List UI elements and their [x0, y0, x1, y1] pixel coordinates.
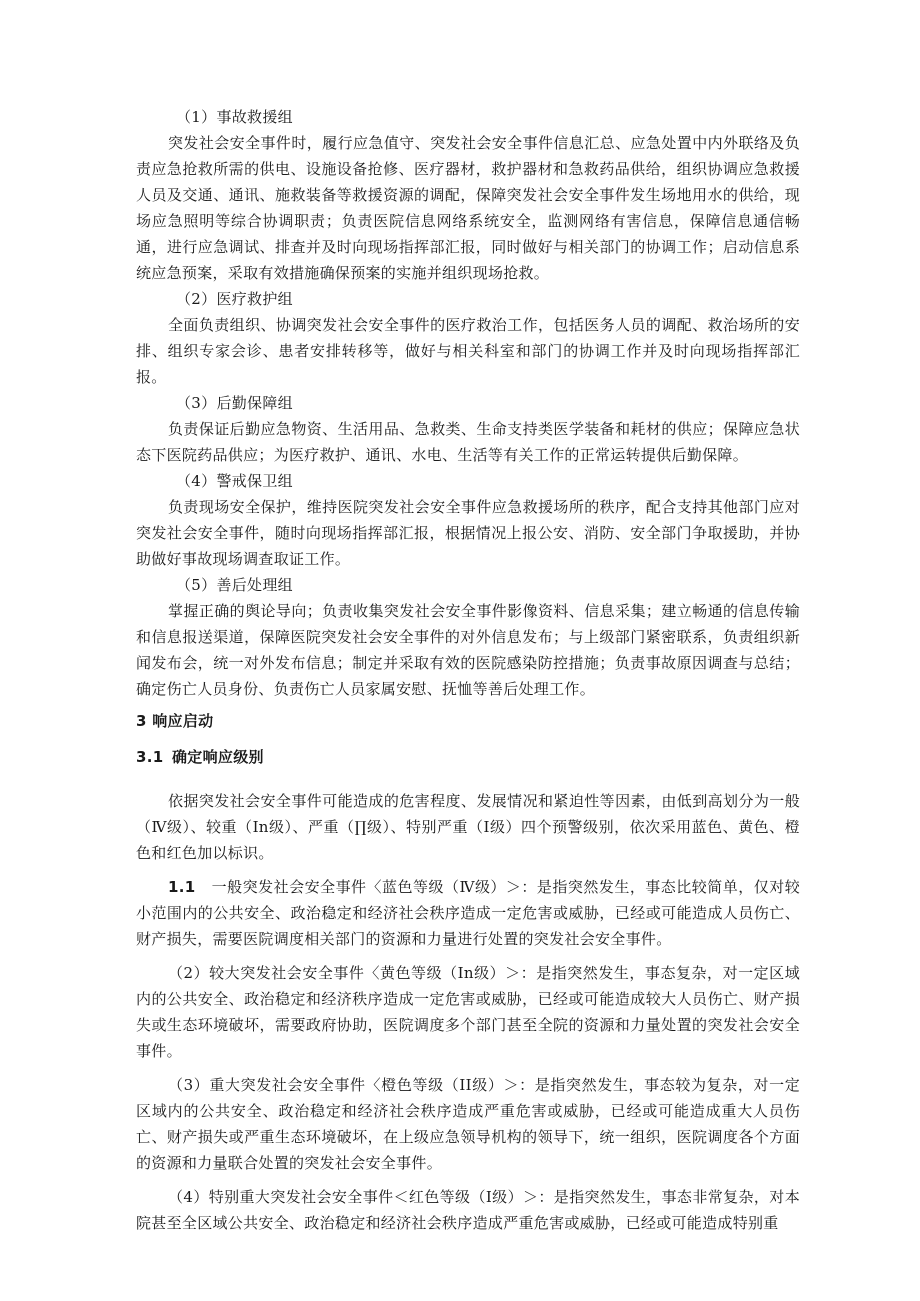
group-text: 负责保证后勤应急物资、生活用品、急救类、生命支持类医学装备和耗材的供应；保障应急状态下医院药品供应；为医疗救护、通讯、水电、生活等有关工作的正常运转提供后勤保障。 — [136, 420, 800, 464]
level-text: 一般突发社会安全事件〈蓝色等级（Ⅳ级）＞：是指突然发生，事态比较简单，仅对较小范围内的公共安全、政治稳定和经济社会秩序造成一定危害或威胁，已经或可能造成人员伤亡、财产损失，需要医院调度相关部门的资源和力量进行处置的突发社会安全事件。 — [136, 878, 800, 948]
subsection-title: 确定响应级别 — [172, 748, 264, 766]
level-paragraph-4: （4）特别重大突发社会安全事件＜红色等级（Ⅰ级）＞：是指突然发生，事态非常复杂，对本院甚至全区域公共安全、政治稳定和经济社会秩序造成严重危害或威胁，已经或可能造成特别重 — [136, 1188, 800, 1232]
group-heading: （3）后勤保障组 — [176, 394, 293, 412]
document-page — [136, 104, 800, 1236]
group-text: 全面负责组织、协调突发社会安全事件的医疗救治工作，包括医务人员的调配、救治场所的安排、组织专家会诊、患者安排转移等，做好与相关科室和部门的协调工作并及时向现场指挥部汇报。 — [136, 316, 800, 386]
group-text: 突发社会安全事件时，履行应急值守、突发社会安全事件信息汇总、应急处置中内外联络及负责应急抢救所需的供电、设施设备抢修、医疗器材，救护器材和急救药品供给，组织协调应急救援人员及交通、通讯、施救装备等救援资源的调配，保障突发社会安全事件发生场地用水的供给，现场应急照明等综合协调职责；负责医院信息网络系统安全，监测网络有害信息，保障信息通信畅通，进行应急调试、排查并及时向现场指挥部汇报，同时做好与相关部门的协调工作；启动信息系统应急预案，采取有效措施确保预案的实施并组织现场抢救。 — [136, 134, 800, 282]
level-paragraph-1 — [136, 874, 800, 952]
group-heading: （5）善后处理组 — [176, 576, 293, 594]
level-paragraph-3: （3）重大突发社会安全事件〈橙色等级（II级）＞：是指突然发生，事态较为复杂，对一定区域内的公共安全、政治稳定和经济社会秩序造成严重危害或威胁，已经或可能造成重大人员伤亡、财产损失或严重生态环境破坏，在上级应急领导机构的领导下，统一组织，医院调度各个方面的资源和力量联合处置的突发社会安全事件。 — [136, 1076, 800, 1172]
group-heading: （1）事故救援组 — [176, 108, 293, 126]
subsection-number: 3.1 — [136, 748, 164, 766]
group-heading: （4）警戒保卫组 — [176, 472, 293, 490]
level-number: 1.1 — [168, 878, 196, 896]
level-paragraph-2: （2）较大突发社会安全事件〈黄色等级（In级）＞：是指突然发生，事态复杂，对一定区域内的公共安全、政治稳定和经济秩序造成一定危害或威胁，已经或可能造成较大人员伤亡、财产损失或生态环境破坏，需要政府协助，医院调度多个部门甚至全院的资源和力量处置的突发社会安全事件。 — [136, 964, 800, 1060]
group-heading: （2）医疗救护组 — [176, 290, 293, 308]
subsection-heading — [136, 744, 800, 770]
group-text: 负责现场安全保护，维持医院突发社会安全事件应急救援场所的秩序，配合支持其他部门应对突发社会安全事件，随时向现场指挥部汇报，根据情况上报公安、消防、安全部门争取援助，并协助做好事故现场调查取证工作。 — [136, 498, 800, 568]
section-heading: 3 响应启动 — [136, 712, 214, 730]
group-text: 掌握正确的舆论导向；负责收集突发社会安全事件影像资料、信息采集；建立畅通的信息传输和信息报送渠道，保障医院突发社会安全事件的对外信息发布；与上级部门紧密联系，负责组织新闻发布会，统一对外发布信息；制定并采取有效的医院感染防控措施；负责事故原因调查与总结；确定伤亡人员身份、负责伤亡人员家属安慰、抚恤等善后处理工作。 — [136, 602, 800, 698]
intro-paragraph: 依据突发社会安全事件可能造成的危害程度、发展情况和紧迫性等因素，由低到高划分为一般（Ⅳ级）、较重（In级）、严重（∏级）、特别严重（Ⅰ级）四个预警级别，依次采用蓝色、黄色、橙色和红色加以标识。 — [136, 792, 800, 862]
